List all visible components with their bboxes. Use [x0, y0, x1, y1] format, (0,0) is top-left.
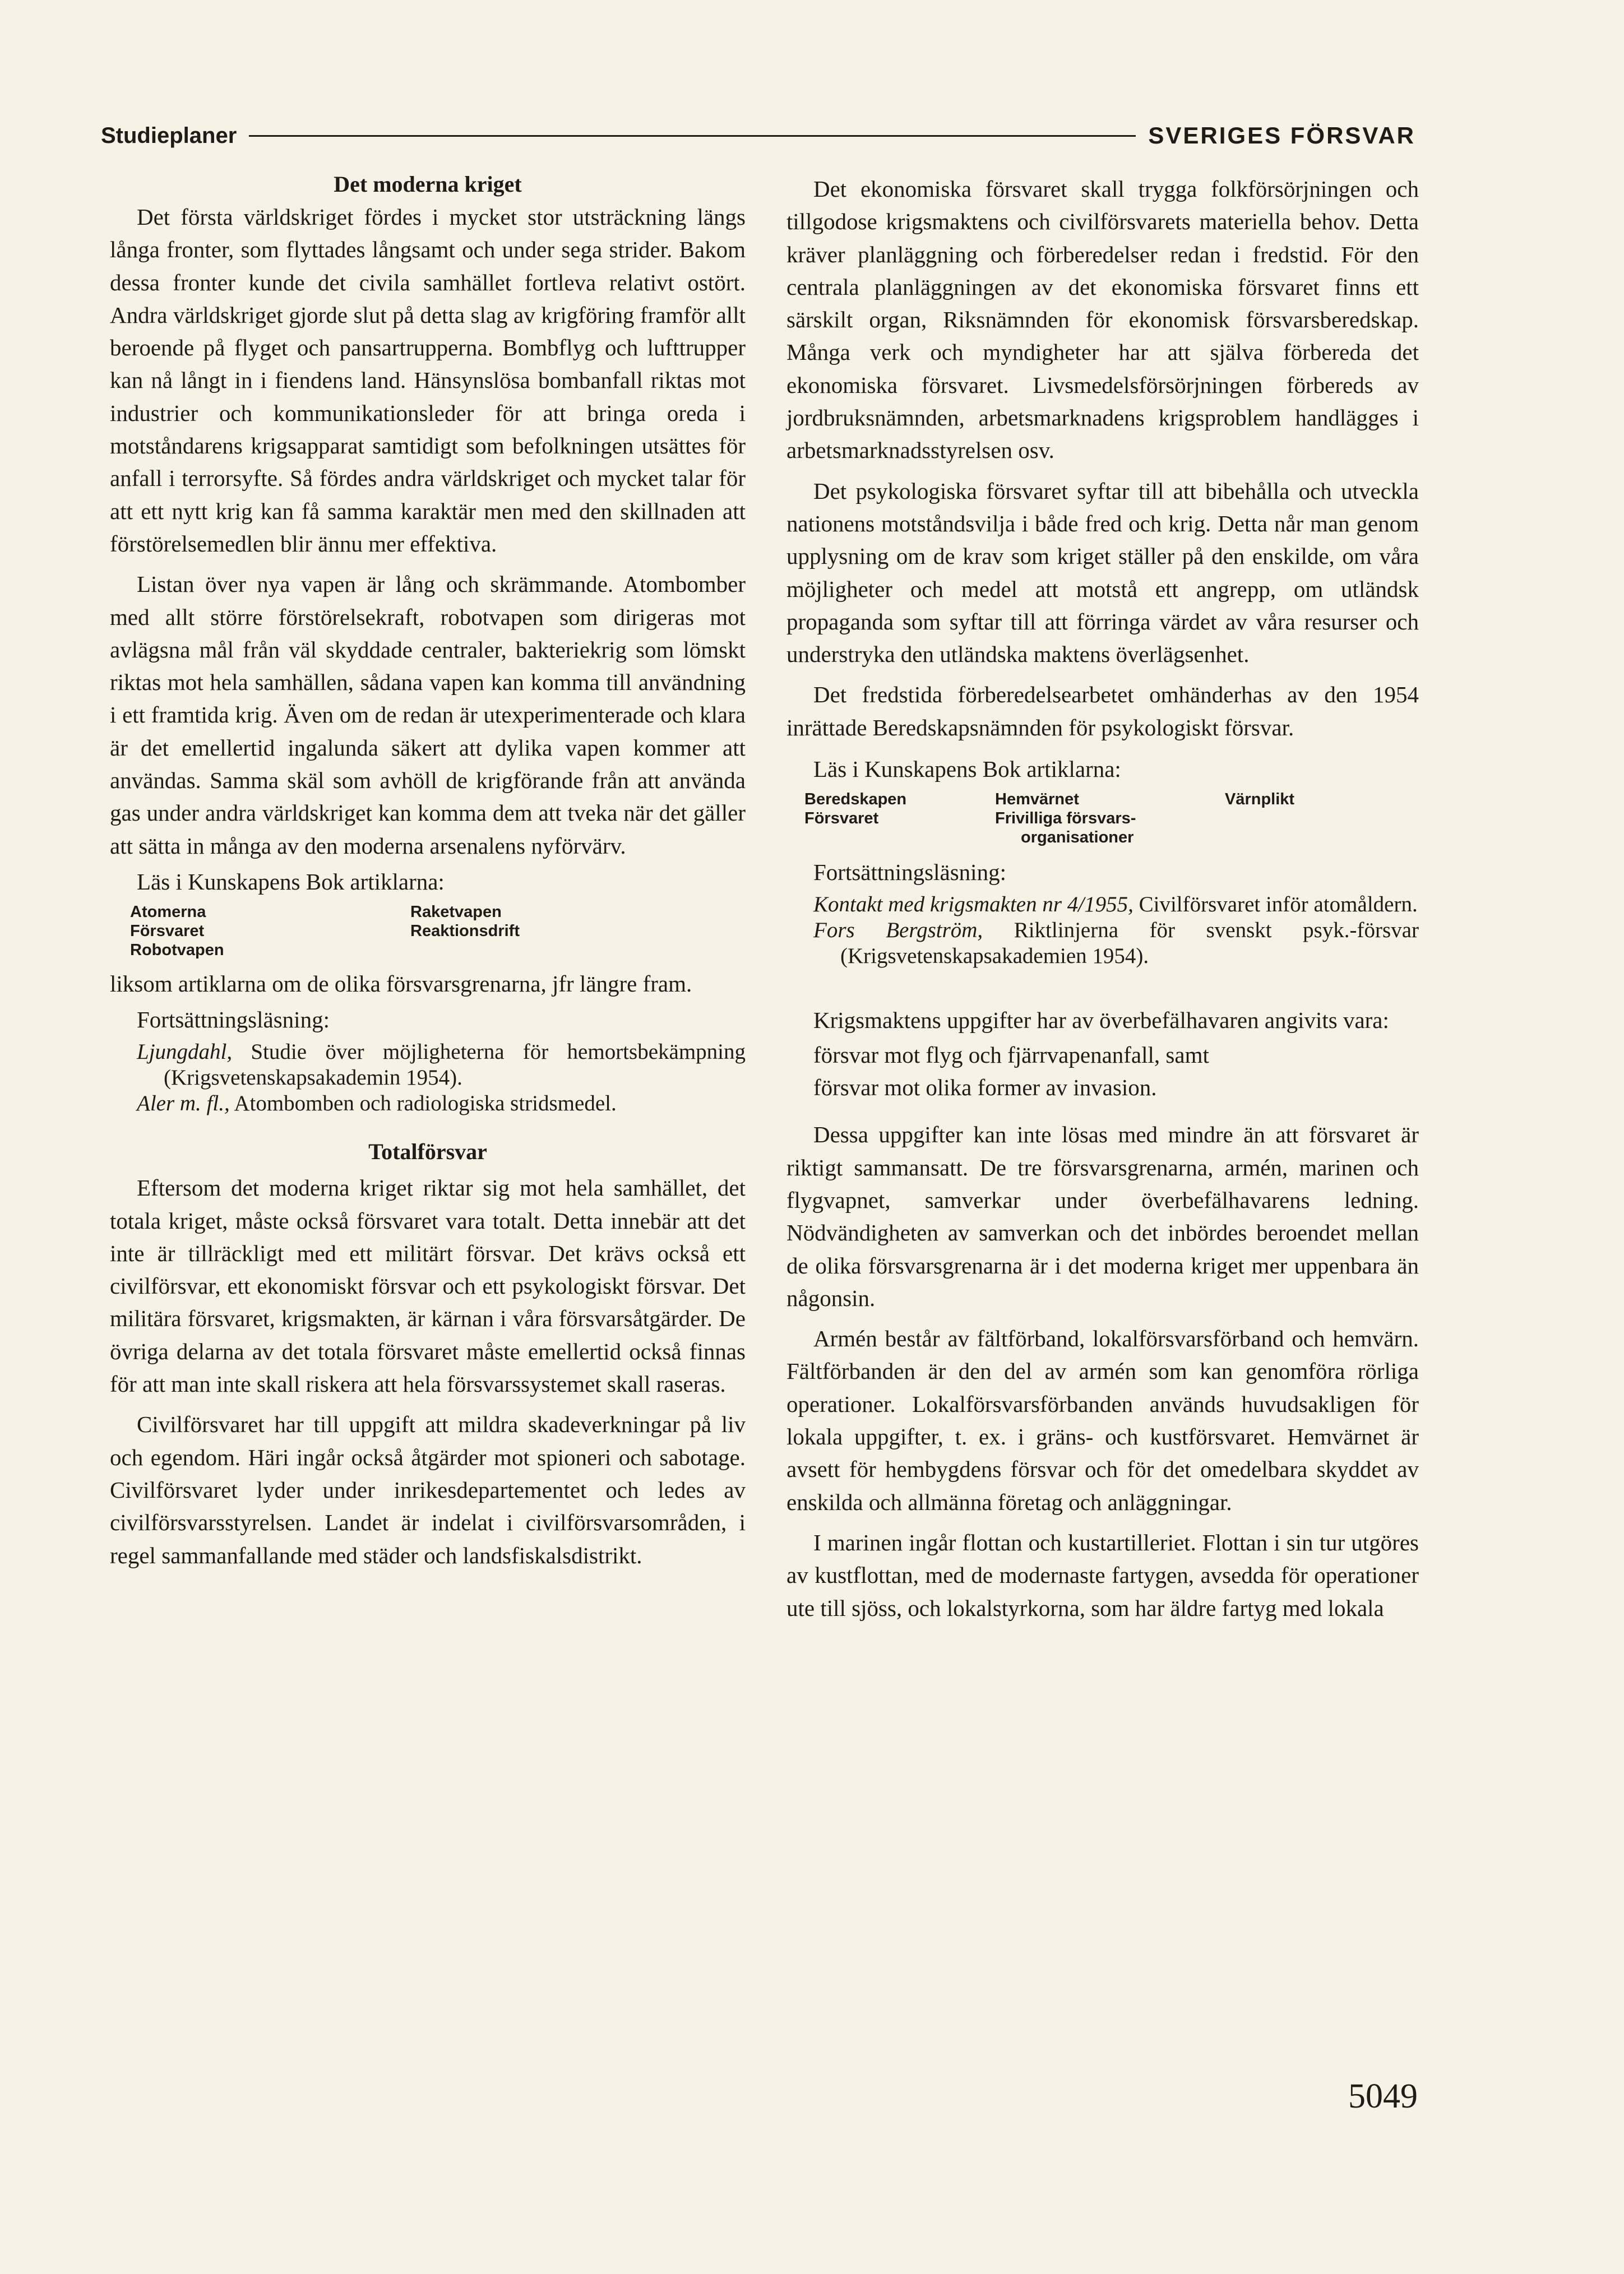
paragraph: Det ekonomiska försvaret skall trygga folkförsörjningen och tillgodose krigsmaktens och civilförsvarets materiella behov. Detta kräver planläggning och förberedelser redan i fredstid. För den centrala planläggningen av det ekonomiska försvaret finns ett särskilt organ, Riksnämnden för ekonomisk försvarsberedskap. Många verk och myndigheter har att själva förbereda det ekonomiska försvaret. Livsmedelsförsörjningen förbereds av jordbruksnämnden, arbetsmarknadens krigsproblem handlägges i arbetsmarknadsstyrelsen osv.	[786, 176, 1419, 464]
read-articles-label: Läs i Kunskapens Bok artiklarna:	[137, 868, 445, 895]
read-articles-label: Läs i Kunskapens Bok artiklarna:	[813, 756, 1121, 782]
reference-item	[137, 1039, 746, 1091]
reference-title: Atombomben och radiologiska stridsmedel.	[229, 1091, 617, 1116]
article-term	[410, 941, 691, 960]
paragraph: Det fredstida förberedelsearbetet omhänderhas av den 1954 inrättade Beredskapsnämnden för psykologiskt försvar.	[786, 682, 1419, 740]
reference-author: Kontakt med krigsmakten nr 4/1955,	[813, 892, 1133, 917]
reference-list	[110, 1039, 746, 1117]
left-column	[110, 168, 746, 1572]
article-term: Försvaret	[804, 809, 879, 828]
reference-title: Civilförsvaret inför atomåldern.	[1133, 892, 1418, 917]
reference-author: Ljungdahl,	[137, 1040, 233, 1064]
article-term: Beredskapen	[804, 790, 907, 809]
paragraph: Listan över nya vapen är lång och skrämmande. Atombomber med allt större förstörelsekraft, robotvapen som dirigeras mot avlägsna mål från väl skyddade centraler, bakteriekrig som lömskt riktas mot hela samhällen, sådana vapen kan komma till användning i ett framtida krig. Även om de redan är utexperimenterade och klara är det emellertid ingalunda säkert att dylika vapen kommer att användas. Samma skäl som avhöll de krigförande från att använda gas under andra världskriget kan komma dem att tveka när det gäller att sätta in många av den moderna arsenalens nyförvärv.	[110, 571, 746, 859]
paragraph: Armén består av fältförband, lokalförsvarsförband och hemvärn. Fältförbanden är den del av armén som kan genomföra rörliga operationer. Lokalförsvarsförbanden används huvudsakligen för lokala uppgifter, t. ex. i gräns- och kustförsvaret. Hemvärnet är avsett för hembygdens försvar och för det omedelbara skyddet av enskilda och allmänna företag och anläggningar.	[786, 1326, 1419, 1515]
paragraph: Det psykologiska försvaret syftar till att bibehålla och utveckla nationens motståndsvilja i både fred och krig. Detta når man genom upplysning om de krav som kriget ställer på den enskilde, om våra möjligheter och medel att motstå ett angrepp, om utländsk propaganda som syftar till att förringa värdet av våra resurser och understryka den utländska maktens överlägsenhet.	[786, 478, 1419, 668]
task-item: försvar mot flyg och fjärrvapenanfall, samt	[813, 1042, 1209, 1068]
article-term: Hemvärnet	[995, 790, 1079, 809]
page-number: 5049	[1348, 2077, 1418, 2115]
article-term: Raketvapen	[410, 902, 502, 921]
paragraph: liksom artiklarna om de olika försvarsgrenarna, jfr längre fram.	[110, 970, 692, 997]
article-term-list	[110, 902, 746, 960]
right-column	[786, 173, 1419, 1624]
article-term: Reaktionsdrift	[410, 921, 520, 940]
further-reading-label: Fortsättningsläsning:	[813, 859, 1006, 886]
article-term: organisationer	[1021, 828, 1134, 847]
reference-list	[786, 892, 1419, 969]
running-header	[101, 119, 1415, 152]
article-term-column	[1225, 790, 1371, 847]
article-term-column	[995, 790, 1225, 847]
reference-item	[813, 918, 1419, 969]
article-term: Frivilliga försvars-	[995, 809, 1136, 828]
reference-item	[813, 892, 1419, 918]
paragraph: Det första världskriget fördes i mycket stor utsträckning längs långa fronter, som flyttades långsamt och under sega strider. Bakom dessa fronter kunde det civila samhället fortleva relativt ostört. Andra världskriget gjorde slut på detta slag av krigföring framför allt beroende på flyget och pansartrupperna. Bombflyg och lufttrupper kan nå långt in i fiendens land. Hänsynslösa bombanfall riktas mot industrier och kommunikationsleder för att bringa oreda i motståndarens krigsapparat samtidigt som befolkningen utsättes för anfall i terrorsyfte. Så fördes andra världskriget och mycket talar för att ett nytt krig kan få samma karaktär men med den skillnaden att förstörelsemedlen blir ännu mer effektiva.	[110, 204, 746, 557]
paragraph: Civilförsvaret har till uppgift att mildra skadeverkningar på liv och egendom. Häri ingår också åtgärder mot spioneri och sabotage. Civilförsvaret lyder under inrikesdepartementet och ledes av civilförsvarsstyrelsen. Landet är indelat i civilförsvarsområden, i regel sammanfallande med städer och landsfiskalsdistrikt.	[110, 1411, 746, 1568]
header-rule	[249, 135, 1136, 137]
header-publication-title: SVERIGES FÖRSVAR	[1148, 122, 1415, 149]
paragraph: Dessa uppgifter kan inte lösas med mindre än att försvaret är riktigt sammansatt. De tre försvarsgrenarna, armén, marinen och flygvapnet, samverkar under överbefälhavarens ledning. Nödvändigheten av samverkan och det inbördes beroendet mellan de olika försvarsgrenarna är i det moderna kriget mer uppenbara än någonsin.	[786, 1122, 1419, 1311]
header-section-label: Studieplaner	[101, 123, 237, 148]
paragraph: I marinen ingår flottan och kustartilleriet. Flottan i sin tur utgöres av kustflottan, med de modernaste fartygen, avsedda för operationer ute till sjöss, och lokalstyrkorna, som har äldre fartyg med lokala	[786, 1529, 1419, 1621]
paragraph: Eftersom det moderna kriget riktar sig mot hela samhället, det totala kriget, måste också försvaret vara totalt. Detta innebär att det inte är tillräckligt med ett militärt försvar. Det krävs också ett civilförsvar, ett ekonomiskt försvar och ett psykologiskt försvar. Det militära försvaret, krigsmakten, är kärnan i våra försvarsåtgärder. De övriga delarna av det totala försvaret måste emellertid också finnas för att man inte skall riskera att hela försvarssystemet skall raseras.	[110, 1175, 746, 1397]
reference-item	[137, 1091, 746, 1117]
task-list	[786, 1039, 1419, 1104]
article-term: Värnplikt	[1225, 790, 1295, 809]
further-reading-label: Fortsättningsläsning:	[137, 1007, 330, 1033]
article-term: Försvaret	[130, 921, 205, 940]
reference-title: Riktlinjerna för svenskt psyk.-försvar (Krigsvetenskapsakademien 1954).	[840, 918, 1419, 969]
task-item: försvar mot olika former av invasion.	[813, 1075, 1157, 1101]
reference-author: Fors Bergström,	[813, 918, 983, 943]
paragraph: Krigsmaktens uppgifter har av överbefälhavaren angivits vara:	[813, 1007, 1389, 1034]
reference-title: Studie över möjligheterna för hemortsbekämpning (Krigsvetenskapsakademin 1954).	[164, 1040, 746, 1090]
article-term-list	[786, 790, 1419, 847]
reference-author: Aler m. fl.,	[137, 1091, 230, 1116]
section-title-moderna-kriget: Det moderna kriget	[334, 172, 522, 197]
article-term: Robotvapen	[130, 941, 224, 959]
section-title-totalforsvar: Totalförsvar	[368, 1139, 487, 1165]
article-term: Atomerna	[130, 902, 206, 921]
article-term-column	[804, 790, 995, 847]
